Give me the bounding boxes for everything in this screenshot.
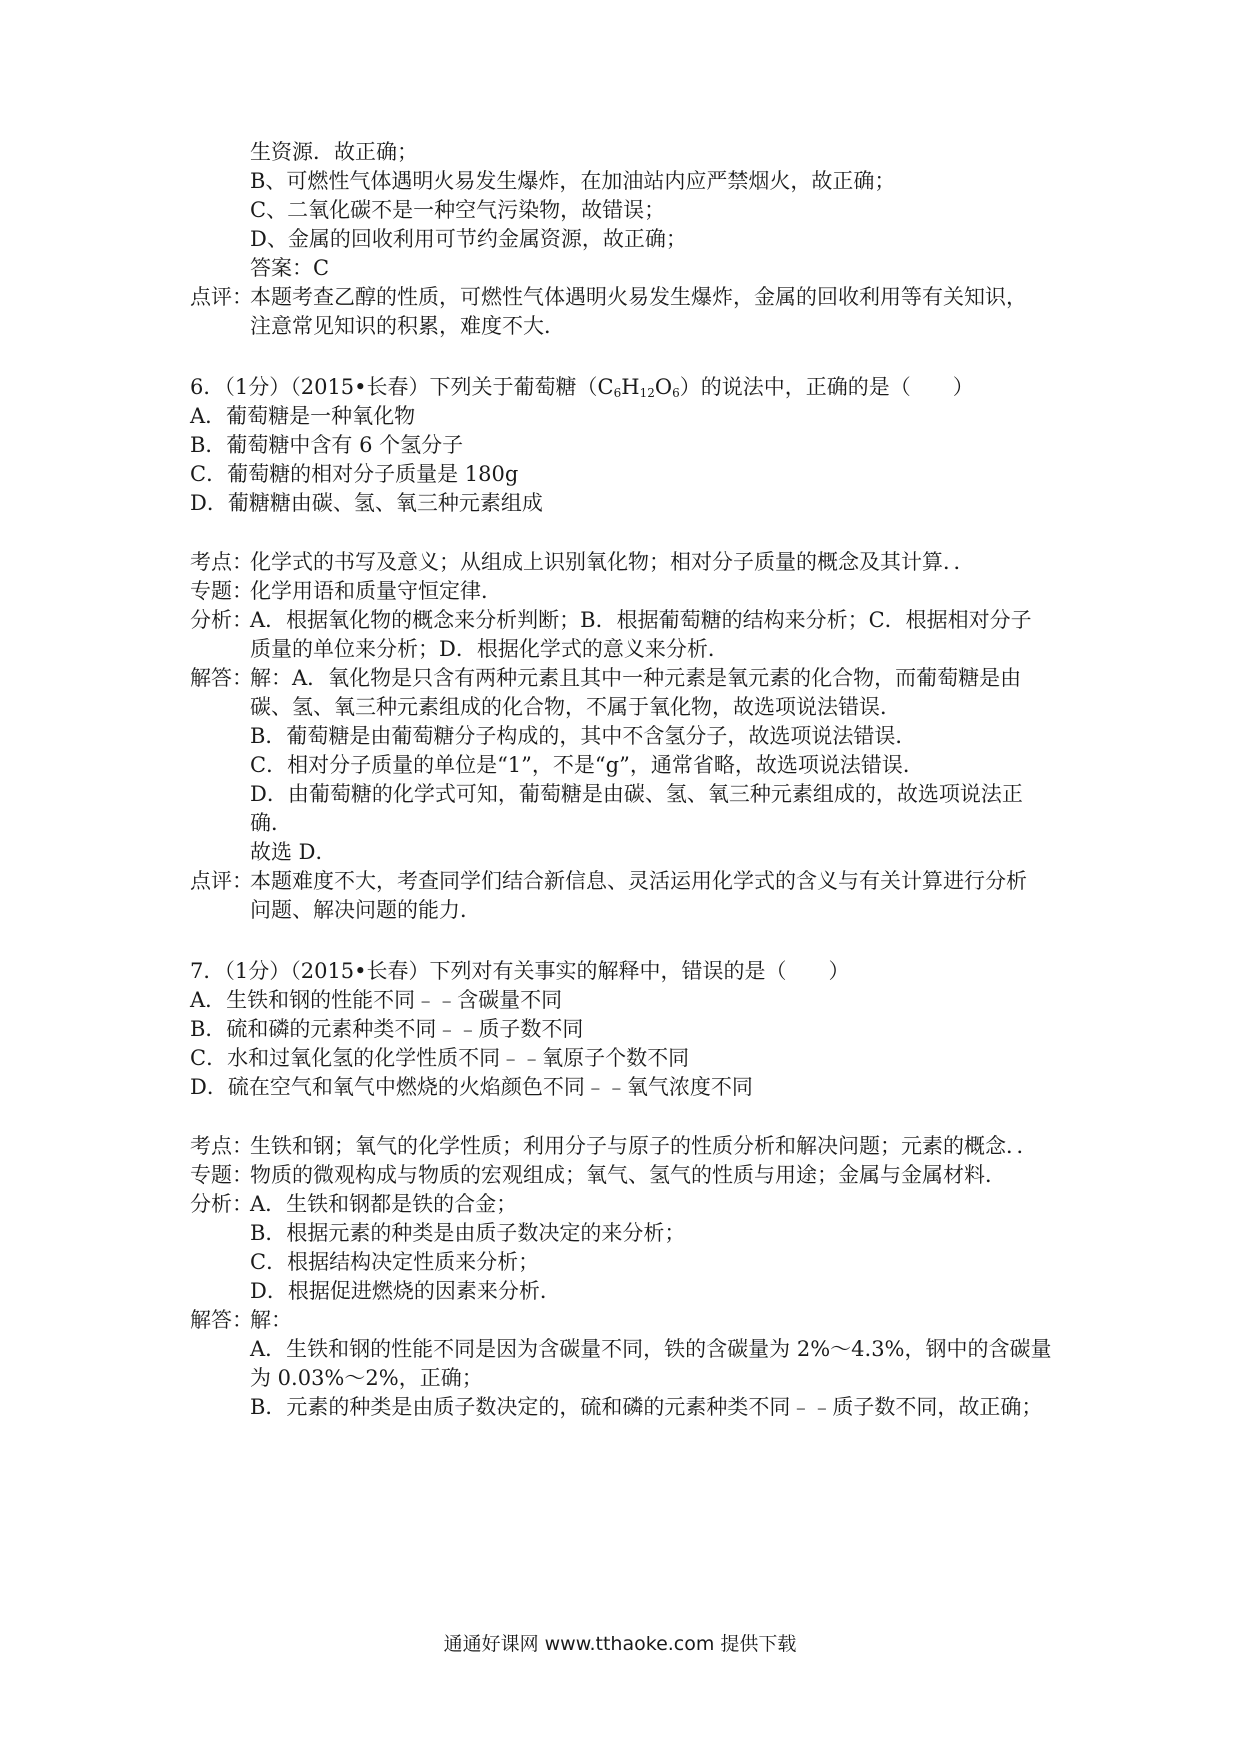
q6-formula-o: O — [654, 375, 673, 399]
q7-fenxi-text-1: A．生铁和钢都是铁的合金； — [250, 1192, 518, 1216]
q6-dianping-label: 点评： — [190, 869, 253, 893]
q7-option-a: A．生铁和钢的性能不同﹣﹣含碳量不同 — [190, 988, 563, 1012]
q6-kaodian-label: 考点： — [190, 550, 253, 574]
q6-jieda-text-1: 解：A．氧化物是只含有两种元素且其中一种元素是氧元素的化合物，而葡萄糖是由 — [250, 666, 1022, 690]
q6-option-a: A．葡萄糖是一种氧化物 — [190, 404, 416, 428]
q7-zhuanti — [190, 1161, 1006, 1189]
q7-jieda-text-1: A．生铁和钢的性能不同是因为含碳量不同，铁的含碳量为 2%～4.3%，钢中的含碳量 — [250, 1337, 1052, 1361]
q7-stem: 7．（1分）（2015•长春）下列对有关事实的解释中，错误的是（ ） — [190, 959, 850, 983]
q6-jieda-text-5: D．由葡萄糖的化学式可知，葡萄糖是由碳、氢、氧三种元素组成的，故选项说法正 — [250, 782, 1023, 806]
q6-jieda-label: 解答： — [190, 666, 253, 690]
q7-zhuanti-text: 物质的微观构成与物质的宏观组成；氧气、氢气的性质与用途；金属与金属材料． — [250, 1163, 1006, 1187]
q7-jieda-label: 解答： — [190, 1308, 253, 1332]
prev-answer-line: 生资源．故正确； — [250, 140, 418, 164]
prev-comment-line2: 注意常见知识的积累，难度不大． — [250, 314, 565, 338]
prev-comment-line1 — [190, 283, 1027, 311]
q7-fenxi-text-3: C．根据结构决定性质来分析； — [250, 1250, 540, 1274]
q6-fenxi-text-1: A．根据氧化物的概念来分析判断；B．根据葡萄糖的结构来分析；C．根据相对分子 — [250, 608, 1032, 632]
q6-stem-suffix: ）的说法中，正确的是（ ） — [679, 375, 974, 399]
q7-kaodian-text: 生铁和钢；氧气的化学性质；利用分子与原子的性质分析和解决问题；元素的概念．． — [250, 1134, 1038, 1158]
q6-jieda-text-2: 碳、氢、氧三种元素组成的化合物，不属于氧化物，故选项说法错误． — [250, 695, 901, 719]
prev-answer-option-d: D、金属的回收利用可节约金属资源，故正确； — [250, 227, 687, 251]
q6-option-b: B．葡萄糖中含有 6 个氢分子 — [190, 433, 464, 457]
prev-answer-option-c: C、二氧化碳不是一种空气污染物，故错误； — [250, 198, 666, 222]
q6-dianping-text-1: 本题难度不大，考查同学们结合新信息、灵活运用化学式的含义与有关计算进行分析 — [250, 869, 1027, 893]
q6-fenxi-label: 分析： — [190, 608, 253, 632]
q6-zhuanti — [190, 577, 502, 605]
q6-kaodian-text: 化学式的书写及意义；从组成上识别氧化物；相对分子质量的概念及其计算．． — [250, 550, 975, 574]
q6-jieda-text-3: B．葡萄糖是由葡萄糖分子构成的，其中不含氢分子，故选项说法错误． — [250, 724, 917, 748]
q6-jieda — [190, 664, 1021, 692]
q7-jieda-text-2: 为 0.03%～2%，正确； — [250, 1366, 483, 1390]
q6-zhuanti-text: 化学用语和质量守恒定律． — [250, 579, 502, 603]
q7-jieda-text-3: B．元素的种类是由质子数决定的，硫和磷的元素种类不同﹣﹣质子数不同，故正确； — [250, 1395, 1043, 1419]
q6-fenxi-text-2: 质量的单位来分析；D．根据化学式的意义来分析． — [250, 637, 729, 661]
q7-fenxi-label: 分析： — [190, 1192, 253, 1216]
q6-jieda-text-4: C．相对分子质量的单位是“1”，不是“g”，通常省略，故选项说法错误． — [250, 753, 924, 777]
page-footer: 通通好课网 www.tthaoke.com 提供下载 — [443, 1633, 797, 1655]
q6-sub-o: 6 — [672, 386, 680, 400]
q6-sub-h: 12 — [639, 386, 655, 400]
q6-dianping-text-2: 问题、解决问题的能力． — [250, 898, 481, 922]
prev-answer-final: 答案：C — [250, 256, 330, 280]
prev-comment-label: 点评： — [190, 285, 253, 309]
q7-fenxi-text-2: B．根据元素的种类是由质子数决定的来分析； — [250, 1221, 686, 1245]
q7-kaodian — [190, 1132, 1038, 1160]
q6-kaodian — [190, 548, 975, 576]
q6-zhuanti-label: 专题： — [190, 579, 253, 603]
q6-jieda-text-7: 故选 D． — [250, 840, 337, 864]
prev-comment-text-1: 本题考查乙醇的性质，可燃性气体遇明火易发生爆炸，金属的回收利用等有关知识， — [250, 285, 1027, 309]
q6-fenxi — [190, 606, 1032, 634]
q6-stem-prefix: 6．（1分）（2015•长春）下列关于葡萄糖（C — [190, 375, 614, 399]
q7-jieda-text-0: 解： — [250, 1308, 292, 1332]
q6-jieda-text-6: 确． — [250, 811, 292, 835]
q7-kaodian-label: 考点： — [190, 1134, 253, 1158]
q7-option-d: D．硫在空气和氧气中燃烧的火焰颜色不同﹣﹣氧气浓度不同 — [190, 1075, 753, 1099]
q6-formula-h: H — [621, 375, 640, 399]
q7-option-b: B．硫和磷的元素种类不同﹣﹣质子数不同 — [190, 1017, 584, 1041]
q6-option-d: D．葡糖糖由碳、氢、氧三种元素组成 — [190, 491, 543, 515]
q7-option-c: C．水和过氧化氢的化学性质不同﹣﹣氧原子个数不同 — [190, 1046, 690, 1070]
q7-zhuanti-label: 专题： — [190, 1163, 253, 1187]
q7-jieda — [190, 1306, 292, 1334]
prev-answer-option-b: B、可燃性气体遇明火易发生爆炸，在加油站内应严禁烟火，故正确； — [250, 169, 896, 193]
q7-fenxi-text-4: D．根据促进燃烧的因素来分析． — [250, 1279, 561, 1303]
q6-dianping — [190, 867, 1027, 895]
q6-sub-c: 6 — [613, 386, 622, 400]
q6-option-c: C．葡萄糖的相对分子质量是 180g — [190, 462, 519, 486]
q7-fenxi — [190, 1190, 517, 1218]
q6-stem — [190, 373, 974, 401]
